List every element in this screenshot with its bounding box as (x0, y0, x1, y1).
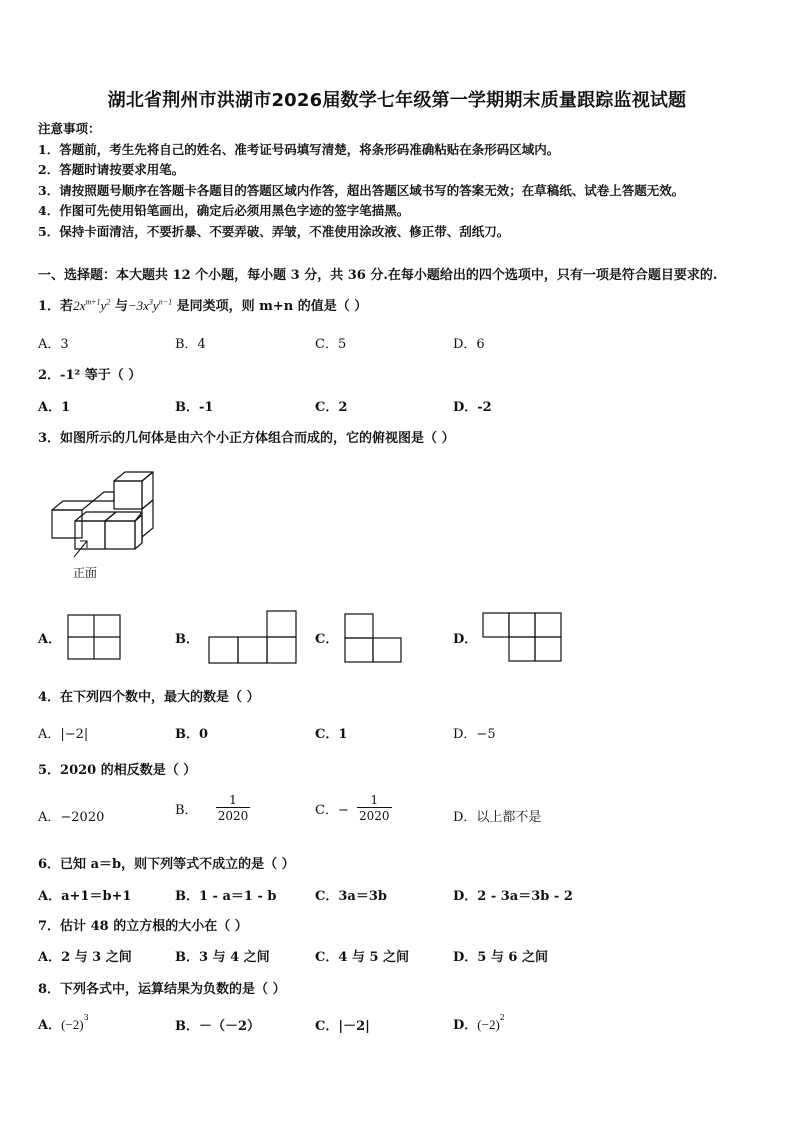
q8-option-c: C．|－2| (315, 1019, 370, 1034)
question-3: 3．如图所示的几何体是由六个小正方体组合而成的，它的俯视图是（ ） (38, 431, 455, 446)
q1-term1-y: y (100, 298, 107, 313)
question-1 (38, 295, 367, 314)
notice-item-2: 2．答题时请按要求用笔。 (38, 162, 185, 177)
q4-option-d: D．−5 (453, 727, 496, 742)
question-2: 2．-1² 等于（ ） (38, 368, 142, 383)
notice-heading: 注意事项： (38, 121, 101, 136)
q5-option-d: D．以上都不是 (453, 810, 542, 825)
q2-option-b: B．-1 (175, 400, 214, 415)
q2-option-a: A．1 (38, 400, 71, 415)
q5-option-c-label: C．− (315, 802, 349, 818)
q4-option-b: B．0 (175, 727, 209, 742)
question-8: 8．下列各式中，运算结果为负数的是（ ） (38, 982, 286, 997)
q1-term2-xexp: 3 (148, 297, 153, 307)
q1-mid: 与 (110, 299, 128, 314)
q3-option-c-label: C． (315, 632, 339, 647)
q5-option-c-numerator: 1 (370, 793, 379, 807)
q8-option-d-base: (−2) (477, 1017, 500, 1032)
q7-option-a: A．2 与 3 之间 (38, 950, 132, 965)
q1-term1-xexp: m+1 (85, 297, 101, 307)
q1-term2-yexp: n−1 (158, 297, 173, 307)
q8-option-d (453, 1013, 505, 1033)
q5-option-b-fraction (216, 793, 251, 823)
q1-option-b: B．4 (175, 337, 206, 352)
q3-option-a-label: A． (38, 632, 62, 647)
q8-option-a (38, 1013, 89, 1033)
q2-option-d: D．-2 (453, 400, 492, 415)
q1-term2-x: x (143, 298, 149, 313)
q5-option-c (315, 793, 392, 823)
q7-option-b: B．3 与 4 之间 (175, 950, 270, 965)
q1-term2-y: y (152, 298, 159, 313)
q1-number: 1． (38, 299, 61, 314)
q3-option-b-label: B． (175, 632, 199, 647)
page-title: 湖北省荆州市洪湖市2026届数学七年级第一学期期末质量跟踪监视试题 (107, 90, 687, 111)
q1-term1-x: x (79, 298, 86, 313)
q3-option-d-figure (482, 612, 562, 662)
q2-option-c: C．2 (315, 400, 348, 415)
question-6: 6．已知 a＝b，则下列等式不成立的是（ ） (38, 857, 295, 872)
q8-option-b: B．－（－2） (175, 1019, 261, 1034)
q4-option-a: A．|−2| (38, 727, 89, 742)
q7-option-c: C．4 与 5 之间 (315, 950, 410, 965)
q1-post: 是同类项，则 m+n 的值是（ ） (172, 299, 368, 314)
q1-term1-yexp: 2 (106, 297, 111, 307)
q5-option-c-denominator: 2020 (358, 809, 390, 823)
q1-pre: 若 (60, 299, 74, 314)
q8-option-d-label: D． (453, 1018, 478, 1033)
q6-option-d: D．2 - 3a＝3b - 2 (453, 889, 573, 904)
q6-option-c: C．3a＝3b (315, 889, 387, 904)
q5-option-b (175, 793, 250, 823)
q7-option-d: D．5 与 6 之间 (453, 950, 548, 965)
q1-term2-coef: −3 (127, 298, 144, 313)
q8-option-a-base: (−2) (61, 1017, 84, 1032)
q6-option-b: B．1 - a＝1 - b (175, 889, 277, 904)
q4-option-c: C．1 (315, 727, 348, 742)
q5-option-c-fraction (357, 793, 392, 823)
question-4: 4．在下列四个数中，最大的数是（ ） (38, 690, 260, 705)
q3-option-b-figure (208, 610, 298, 664)
notice-item-5: 5．保持卡面清洁，不要折暴、不要弄破、弄皱，不准使用涂改液、修正带、刮纸刀。 (38, 224, 510, 239)
q3-option-c-figure (344, 613, 402, 663)
question-7: 7．估计 48 的立方根的大小在（ ） (38, 919, 248, 934)
q3-solid-figure (45, 470, 165, 580)
q1-term1-coef: 2 (73, 298, 80, 313)
q3-option-a-figure (67, 614, 121, 660)
notice-item-1: 1．答题前，考生先将自己的姓名、准考证号码填写清楚，将条形码准确粘贴在条形码区域内。 (38, 142, 560, 157)
q8-option-a-exp: 3 (83, 1013, 89, 1022)
q1-option-c: C．5 (315, 337, 347, 352)
question-5: 5．2020 的相反数是（ ） (38, 763, 197, 778)
notice-item-3: 3．请按照题号顺序在答题卡各题目的答题区域内作答，超出答题区域书写的答案无效；在草稿纸、试卷上答题无效。 (38, 183, 685, 198)
q5-option-a: A．−2020 (38, 810, 105, 825)
q3-option-d-label: D． (453, 632, 478, 647)
q5-option-b-numerator: 1 (229, 793, 237, 807)
q3-front-label: 正面 (73, 566, 98, 580)
q1-option-d: D．6 (453, 337, 485, 352)
section-heading: 一、选择题：本大题共 12 个小题，每小题 3 分，共 36 分.在每小题给出的四个选项中，只有一项是符合题目要求的. (38, 268, 718, 283)
q5-option-b-label: B． (175, 802, 198, 818)
notice-item-4: 4．作图可先使用铅笔画出，确定后必须用黑色字迹的签字笔描黑。 (38, 203, 410, 218)
q8-option-a-label: A． (38, 1018, 62, 1033)
q6-option-a: A．a+1＝b+1 (38, 889, 132, 904)
q5-option-b-denominator: 2020 (217, 809, 249, 823)
q8-option-d-exp: 2 (499, 1013, 505, 1022)
q1-option-a: A．3 (38, 337, 69, 352)
